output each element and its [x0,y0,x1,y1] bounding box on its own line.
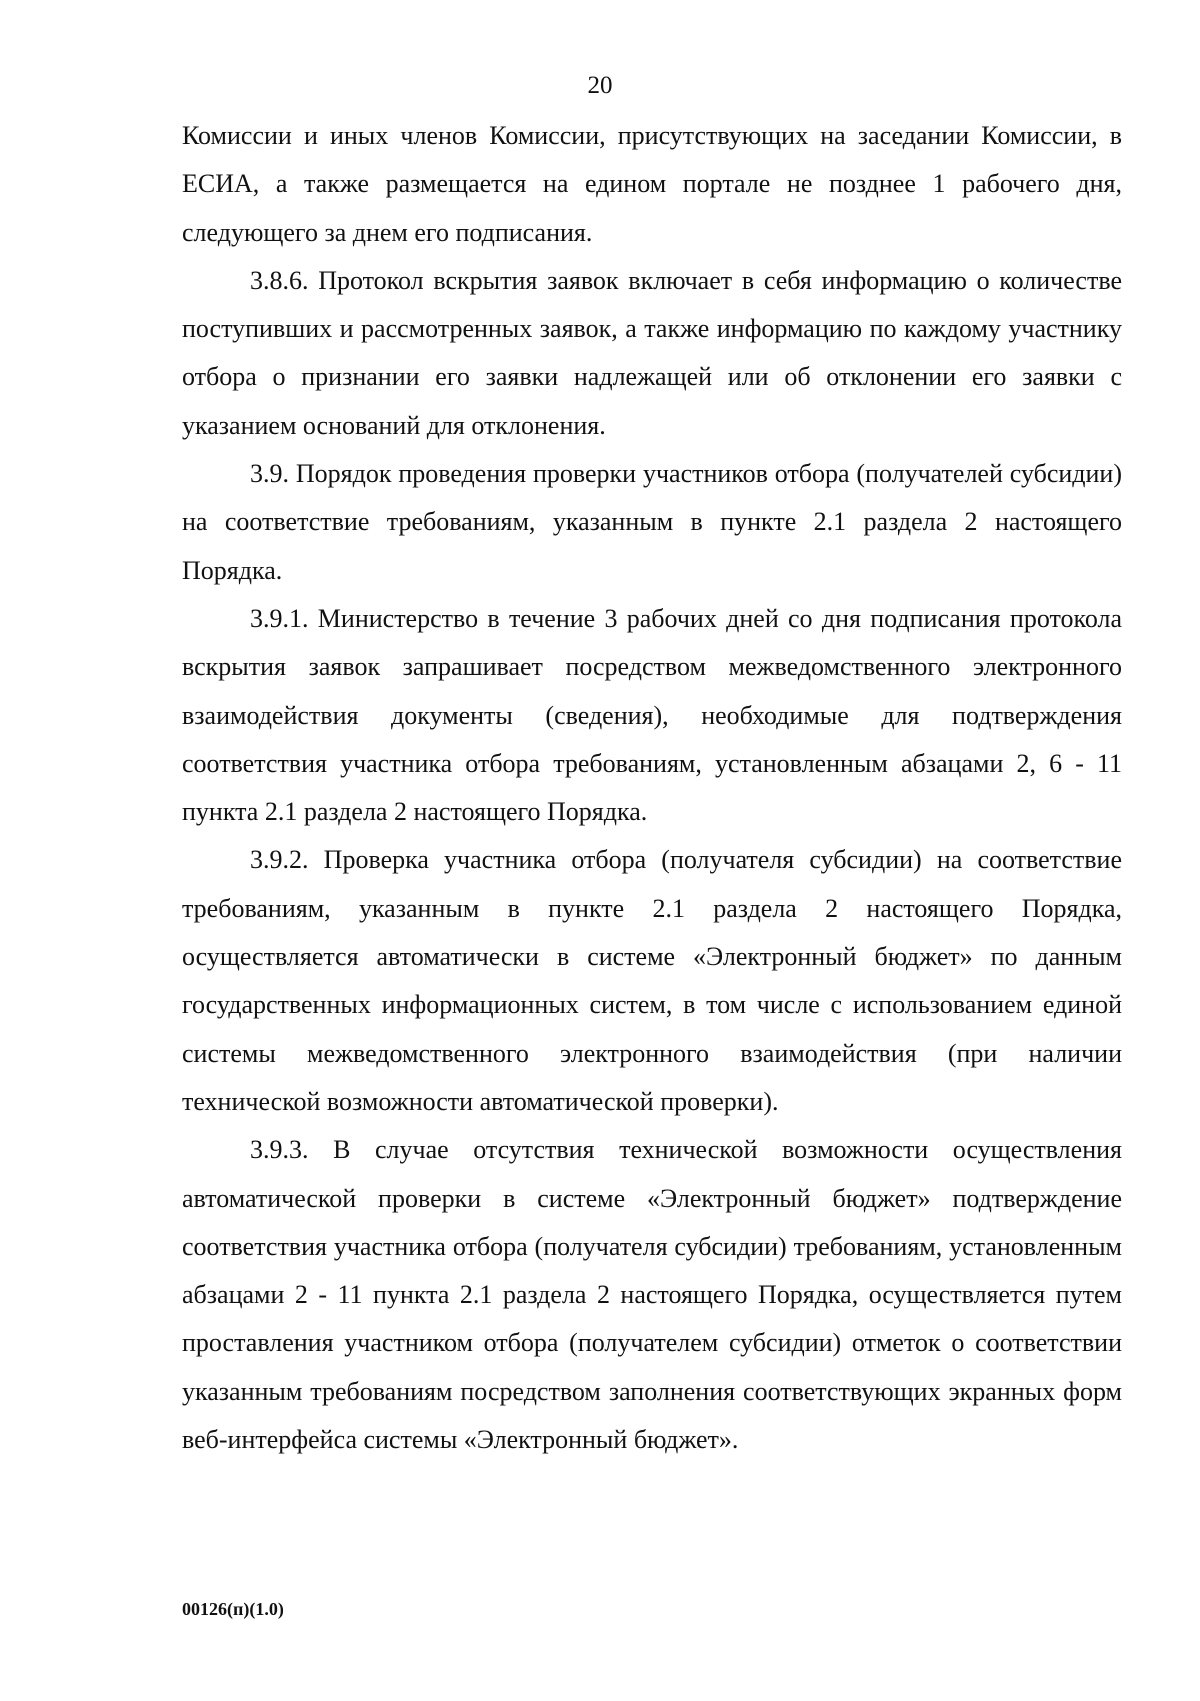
page-number: 20 [587,72,613,99]
paragraph-3-9-2: 3.9.2. Проверка участника отбора (получателя субсидии) на соответствие требованиям, указанным в пункте 2.1 раздела 2 настоящего Порядка, осуществляется автоматически в системе «Электронный бюджет» по данным государственных информационных систем, в том числе с использованием единой системы межведомственного электронного взаимодействия (при наличии технической возможности автоматической проверки). [182,845,1122,1116]
paragraph-3-8-6: 3.8.6. Протокол вскрытия заявок включает в себя информацию о количестве поступивших и рассмотренных заявок, а также информацию по каждому участнику отбора о признании его заявки надлежащей или об отклонении его заявки с указанием оснований для отклонения. [182,265,1122,440]
paragraph-3-9-1: 3.9.1. Министерство в течение 3 рабочих дней со дня подписания протокола вскрытия заявок запрашивает посредством межведомственного электронного взаимодействия документы (сведения), необходимые для подтверждения соответствия участника отбора требованиям, установленным абзацами 2, 6 - 11 пункта 2.1 раздела 2 настоящего Порядка. [182,603,1122,827]
document-body [182,112,1122,1464]
paragraph-continuation: Комиссии и иных членов Комиссии, присутствующих на заседании Комиссии, в ЕСИА, а также размещается на едином портале не позднее 1 рабочего дня, следующего за днем его подписания. [182,121,1122,247]
paragraph-3-9: 3.9. Порядок проведения проверки участников отбора (получателей субсидии) на соответствие требованиям, указанным в пункте 2.1 раздела 2 настоящего Порядка. [182,459,1122,585]
paragraph-3-9-3: 3.9.3. В случае отсутствия технической возможности осуществления автоматической проверки в системе «Электронный бюджет» подтверждение соответствия участника отбора (получателя субсидии) требованиям, установленным абзацами 2 - 11 пункта 2.1 раздела 2 настоящего Порядка, осуществляется путем проставления участником отбора (получателем субсидии) отметок о соответствии указанным требованиям посредством заполнения соответствующих экранных форм веб-интерфейса системы «Электронный бюджет». [182,1135,1122,1455]
document-code: 00126(п)(1.0) [182,1599,284,1619]
